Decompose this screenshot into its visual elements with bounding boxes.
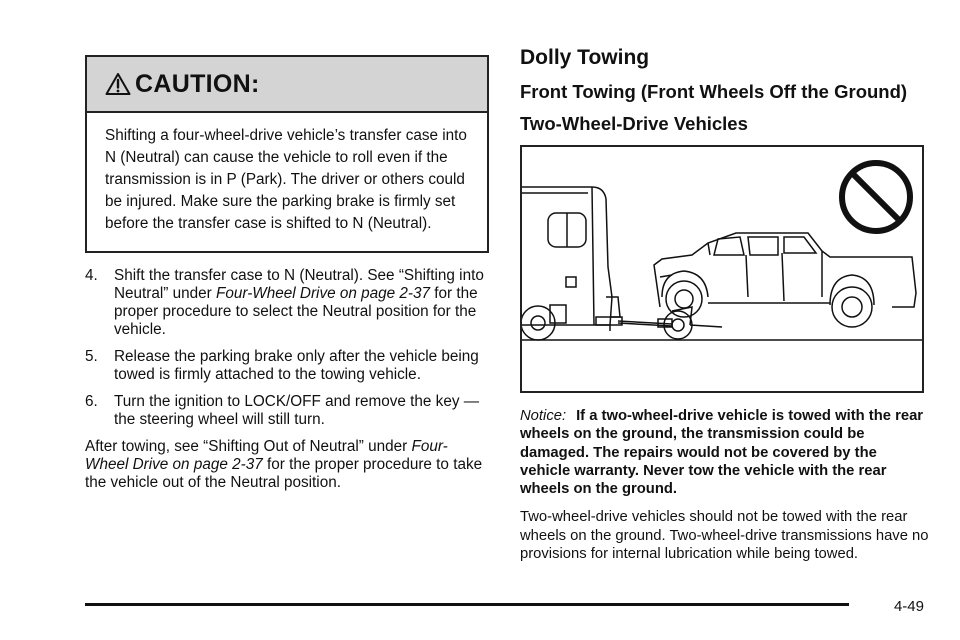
steps-list (85, 267, 489, 429)
pickup-truck-icon (654, 233, 916, 327)
step-number: 5. (85, 348, 98, 365)
notice-label: Notice: (520, 408, 567, 424)
caution-title: CAUTION: (135, 69, 260, 98)
notice (520, 407, 930, 498)
list-item (85, 348, 489, 384)
paragraph-text: for the proper procedure to take the vehicle out of the Neutral position. (85, 456, 483, 491)
step-text: for the proper procedure to select the Neutral position for the vehicle. (114, 285, 478, 338)
caution-header (87, 57, 487, 113)
footer-rule (85, 603, 849, 606)
step-text: Shift the transfer case to N (Neutral). See “Shifting into Neutral” under (114, 267, 484, 302)
after-towing-paragraph (85, 438, 489, 492)
sub-subsection-title: Two-Wheel-Drive Vehicles (520, 113, 748, 134)
right-column (520, 44, 930, 563)
list-item (85, 267, 489, 339)
step-number: 4. (85, 267, 98, 284)
caution-text: Shifting a four-wheel-drive vehicle’s transfer case into N (Neutral) can cause the vehicle to roll even if the transmission is in P (Park). The driver or others could be injured. Make sure the parking brake is firmly set before the transfer case is shifted to N (Neutral). (105, 127, 467, 232)
page-reference: Four-Wheel Drive on page 2-37 (85, 438, 448, 473)
tow-dolly-icon (618, 307, 722, 339)
prohibition-sign-icon (842, 163, 910, 231)
left-column (85, 55, 489, 492)
step-text: Turn the ignition to LOCK/OFF and remove the key — the steering wheel will still turn. (114, 393, 480, 428)
paragraph-text: After towing, see “Shifting Out of Neutral” under (85, 438, 412, 455)
page-number: 4-49 (893, 598, 924, 615)
list-item (85, 393, 489, 429)
towing-illustration (520, 145, 924, 393)
caution-box (85, 55, 489, 253)
subsection-title: Front Towing (Front Wheels Off the Ground) (520, 81, 908, 102)
motorhome-icon (522, 187, 622, 340)
notice-text: If a two-wheel-drive vehicle is towed with the rear wheels on the ground, the transmission could be damaged. The repairs would not be covered by the vehicle warranty. Never tow the vehicle with the rear wheels on the ground. (520, 408, 924, 498)
step-number: 6. (85, 393, 98, 410)
illustration-svg (522, 147, 922, 391)
two-wheel-drive-paragraph: Two-wheel-drive vehicles should not be towed with the rear wheels on the ground. Two-wheel-drive transmissions have no provisions for internal lubrication while being towed. (520, 509, 929, 563)
warning-triangle-icon (105, 72, 131, 96)
section-title: Dolly Towing (520, 46, 650, 69)
step-text: Release the parking brake only after the vehicle being towed is firmly attached to the towing vehicle. (114, 348, 479, 383)
page-reference: Four-Wheel Drive on page 2-37 (216, 285, 431, 302)
